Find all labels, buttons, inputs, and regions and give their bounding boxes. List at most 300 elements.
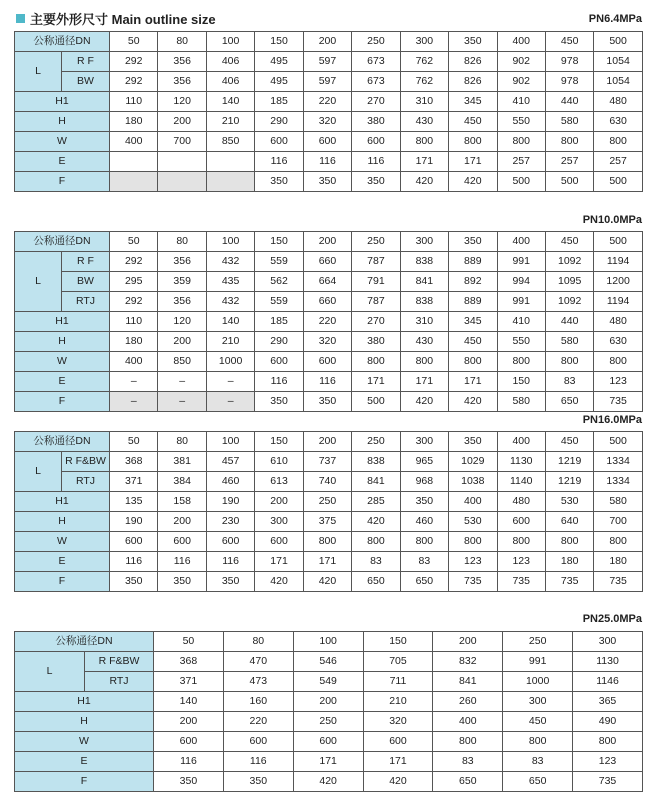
value-cell: 762 <box>400 52 448 72</box>
dn-cell: 400 <box>497 232 545 252</box>
value-cell: 356 <box>158 52 206 72</box>
row-label: H <box>15 112 110 132</box>
dn-cell: 100 <box>206 32 254 52</box>
empty-cell <box>158 172 206 192</box>
dn-cell: 450 <box>545 32 593 52</box>
value-cell: 410 <box>497 92 545 112</box>
value-cell: 630 <box>594 112 642 132</box>
value-cell: 320 <box>303 112 351 132</box>
dn-cell: 200 <box>303 432 351 452</box>
value-cell: 140 <box>206 92 254 112</box>
value-cell: 546 <box>293 652 363 672</box>
value-cell: 171 <box>449 372 497 392</box>
dn-cell: 450 <box>545 232 593 252</box>
dn-cell: 100 <box>293 632 363 652</box>
value-cell: 171 <box>255 552 303 572</box>
value-cell: 120 <box>158 92 206 112</box>
value-cell: 356 <box>158 72 206 92</box>
section-heading <box>16 9 216 28</box>
value-cell: 800 <box>352 532 400 552</box>
value-cell: 420 <box>255 572 303 592</box>
empty-cell <box>206 152 254 172</box>
table-row <box>15 332 643 352</box>
value-cell: 350 <box>223 772 293 792</box>
value-cell: 180 <box>545 552 593 572</box>
value-cell: 123 <box>449 552 497 572</box>
value-cell: 700 <box>158 132 206 152</box>
value-cell: 420 <box>449 172 497 192</box>
value-cell: 420 <box>400 172 448 192</box>
value-cell: 450 <box>449 332 497 352</box>
value-cell: 380 <box>352 112 400 132</box>
value-cell: 158 <box>158 492 206 512</box>
value-cell: 1130 <box>573 652 643 672</box>
value-cell: 889 <box>449 252 497 272</box>
value-cell: 838 <box>400 252 448 272</box>
value-cell: 83 <box>503 752 573 772</box>
dn-cell: 300 <box>573 632 643 652</box>
value-cell: 495 <box>255 72 303 92</box>
table-row <box>15 292 643 312</box>
row-label: BW <box>62 72 110 92</box>
value-cell: 737 <box>303 452 351 472</box>
value-cell: 1140 <box>497 472 545 492</box>
value-cell: 559 <box>255 252 303 272</box>
table-row <box>15 172 643 192</box>
value-cell: 978 <box>545 72 593 92</box>
value-cell: 610 <box>255 452 303 472</box>
value-cell: 185 <box>255 92 303 112</box>
value-cell: 116 <box>352 152 400 172</box>
value-cell: 350 <box>352 172 400 192</box>
table-row <box>15 732 643 752</box>
value-cell: 800 <box>303 532 351 552</box>
spec-table-pn16 <box>14 431 643 592</box>
value-cell: 356 <box>158 252 206 272</box>
value-cell: 735 <box>594 572 642 592</box>
value-cell: 800 <box>545 532 593 552</box>
value-cell: 432 <box>206 252 254 272</box>
value-cell: 826 <box>449 72 497 92</box>
dn-cell: 400 <box>497 32 545 52</box>
value-cell: 371 <box>110 472 158 492</box>
value-cell: 650 <box>352 572 400 592</box>
dn-cell: 150 <box>255 432 303 452</box>
table-row <box>15 632 643 652</box>
value-cell: 406 <box>206 52 254 72</box>
heading-square-icon <box>16 14 25 23</box>
value-cell: 430 <box>400 332 448 352</box>
value-cell: 1092 <box>545 292 593 312</box>
table-row <box>15 572 643 592</box>
value-cell: 171 <box>363 752 433 772</box>
dn-cell: 500 <box>594 32 642 52</box>
value-cell: 650 <box>503 772 573 792</box>
value-cell: 470 <box>223 652 293 672</box>
table-row <box>15 532 643 552</box>
value-cell: 368 <box>110 452 158 472</box>
value-cell: 345 <box>449 92 497 112</box>
value-cell: 260 <box>433 692 503 712</box>
dn-cell: 300 <box>400 432 448 452</box>
value-cell: 490 <box>573 712 643 732</box>
value-cell: 375 <box>303 512 351 532</box>
row-label: W <box>15 132 110 152</box>
value-cell: 991 <box>497 252 545 272</box>
value-cell: 800 <box>594 132 642 152</box>
value-cell: 300 <box>255 512 303 532</box>
value-cell: 1130 <box>497 452 545 472</box>
value-cell: 800 <box>449 132 497 152</box>
table-row <box>15 152 643 172</box>
value-cell: 1200 <box>594 272 642 292</box>
value-cell: 120 <box>158 312 206 332</box>
value-cell: 1194 <box>594 292 642 312</box>
table-row <box>15 392 643 412</box>
value-cell: 660 <box>303 292 351 312</box>
dn-cell: 250 <box>352 432 400 452</box>
row-label: E <box>15 552 110 572</box>
value-cell: 171 <box>449 152 497 172</box>
value-cell: 285 <box>352 492 400 512</box>
value-cell: 580 <box>497 392 545 412</box>
value-cell: 530 <box>449 512 497 532</box>
pressure-label: PN16.0MPa <box>582 414 642 426</box>
value-cell: 116 <box>223 752 293 772</box>
value-cell: 171 <box>400 372 448 392</box>
row-label: R F <box>62 52 110 72</box>
value-cell: 640 <box>545 512 593 532</box>
value-cell: 600 <box>255 352 303 372</box>
value-cell: 580 <box>545 112 593 132</box>
value-cell: 116 <box>206 552 254 572</box>
value-cell: 650 <box>400 572 448 592</box>
value-cell: 180 <box>110 112 158 132</box>
value-cell: 650 <box>545 392 593 412</box>
value-cell: 991 <box>503 652 573 672</box>
dn-cell: 100 <box>206 432 254 452</box>
value-cell: 420 <box>449 392 497 412</box>
pressure-label: PN10.0MPa <box>582 214 642 226</box>
value-cell: 435 <box>206 272 254 292</box>
dn-label: 公称通径DN <box>15 632 154 652</box>
value-cell: 300 <box>503 692 573 712</box>
value-cell: 841 <box>400 272 448 292</box>
value-cell: 735 <box>449 572 497 592</box>
value-cell: 850 <box>158 352 206 372</box>
value-cell: 140 <box>154 692 224 712</box>
value-cell: 673 <box>352 72 400 92</box>
row-label: RTJ <box>62 292 110 312</box>
value-cell: 420 <box>303 572 351 592</box>
value-cell: 994 <box>497 272 545 292</box>
dn-cell: 50 <box>110 232 158 252</box>
value-cell: 292 <box>110 252 158 272</box>
value-cell: 190 <box>110 512 158 532</box>
value-cell: 350 <box>400 492 448 512</box>
value-cell: 200 <box>158 512 206 532</box>
row-label: F <box>15 392 110 412</box>
value-cell: 550 <box>497 112 545 132</box>
dn-cell: 400 <box>497 432 545 452</box>
value-cell: 735 <box>545 572 593 592</box>
dn-cell: 50 <box>110 32 158 52</box>
row-label: F <box>15 772 154 792</box>
group-label: L <box>15 52 62 92</box>
value-cell: 800 <box>503 732 573 752</box>
row-label: H <box>15 512 110 532</box>
value-cell: 210 <box>206 332 254 352</box>
row-label: RTJ <box>85 672 154 692</box>
row-label: R F <box>62 252 110 272</box>
value-cell: 200 <box>158 112 206 132</box>
table-row <box>15 132 643 152</box>
value-cell: 140 <box>206 312 254 332</box>
row-label: H <box>15 712 154 732</box>
value-cell: 892 <box>449 272 497 292</box>
value-cell: 800 <box>400 132 448 152</box>
dn-cell: 80 <box>223 632 293 652</box>
value-cell: 345 <box>449 312 497 332</box>
value-cell: 110 <box>110 92 158 112</box>
value-cell: 735 <box>497 572 545 592</box>
pressure-label: PN25.0MPa <box>582 613 642 625</box>
value-cell: 400 <box>433 712 503 732</box>
table-row <box>15 272 643 292</box>
row-label: R F&BW <box>62 452 110 472</box>
row-label: W <box>15 352 110 372</box>
value-cell: 800 <box>400 352 448 372</box>
row-label: W <box>15 732 154 752</box>
value-cell: 600 <box>255 532 303 552</box>
value-cell: 562 <box>255 272 303 292</box>
dn-cell: 350 <box>449 32 497 52</box>
value-cell: 123 <box>497 552 545 572</box>
value-cell: 1038 <box>449 472 497 492</box>
value-cell: 597 <box>303 72 351 92</box>
table-row <box>15 692 643 712</box>
value-cell: 350 <box>303 392 351 412</box>
value-cell: 371 <box>154 672 224 692</box>
value-cell: 257 <box>594 152 642 172</box>
value-cell: – <box>110 372 158 392</box>
dn-cell: 80 <box>158 32 206 52</box>
table-row <box>15 232 643 252</box>
value-cell: 457 <box>206 452 254 472</box>
value-cell: – <box>158 392 206 412</box>
value-cell: 673 <box>352 52 400 72</box>
table-row <box>15 352 643 372</box>
value-cell: 580 <box>545 332 593 352</box>
value-cell: 210 <box>363 692 433 712</box>
value-cell: 600 <box>303 132 351 152</box>
dn-cell: 500 <box>594 232 642 252</box>
value-cell: 1029 <box>449 452 497 472</box>
row-label: RTJ <box>62 472 110 492</box>
value-cell: 83 <box>433 752 503 772</box>
value-cell: 250 <box>293 712 363 732</box>
value-cell: 549 <box>293 672 363 692</box>
value-cell: 850 <box>206 132 254 152</box>
value-cell: 185 <box>255 312 303 332</box>
table-row <box>15 752 643 772</box>
value-cell: 735 <box>594 392 642 412</box>
dn-cell: 150 <box>363 632 433 652</box>
group-label: L <box>15 452 62 492</box>
dn-cell: 80 <box>158 432 206 452</box>
table-row <box>15 492 643 512</box>
table-row <box>15 452 643 472</box>
value-cell: 295 <box>110 272 158 292</box>
value-cell: 220 <box>303 92 351 112</box>
value-cell: 530 <box>545 492 593 512</box>
row-label: E <box>15 152 110 172</box>
value-cell: 150 <box>497 372 545 392</box>
value-cell: 889 <box>449 292 497 312</box>
spec-table-pn6-4 <box>14 31 643 192</box>
value-cell: 384 <box>158 472 206 492</box>
dn-cell: 200 <box>303 232 351 252</box>
value-cell: 270 <box>352 312 400 332</box>
row-label: E <box>15 752 154 772</box>
value-cell: 116 <box>154 752 224 772</box>
dn-cell: 250 <box>503 632 573 652</box>
table-row <box>15 32 643 52</box>
value-cell: 320 <box>303 332 351 352</box>
value-cell: 500 <box>497 172 545 192</box>
value-cell: 495 <box>255 52 303 72</box>
dn-label: 公称通径DN <box>15 432 110 452</box>
spec-table-pn10 <box>14 231 643 412</box>
value-cell: 500 <box>594 172 642 192</box>
value-cell: 230 <box>206 512 254 532</box>
value-cell: 700 <box>594 512 642 532</box>
value-cell: 705 <box>363 652 433 672</box>
value-cell: 160 <box>223 692 293 712</box>
row-label: H1 <box>15 692 154 712</box>
table-row <box>15 552 643 572</box>
value-cell: 430 <box>400 112 448 132</box>
value-cell: 350 <box>303 172 351 192</box>
value-cell: 350 <box>206 572 254 592</box>
table-row <box>15 772 643 792</box>
row-label: F <box>15 172 110 192</box>
value-cell: 735 <box>573 772 643 792</box>
value-cell: 800 <box>545 352 593 372</box>
value-cell: 440 <box>545 92 593 112</box>
dn-cell: 250 <box>352 232 400 252</box>
value-cell: 600 <box>293 732 363 752</box>
value-cell: 116 <box>255 152 303 172</box>
empty-cell <box>158 152 206 172</box>
dn-cell: 250 <box>352 32 400 52</box>
value-cell: 1219 <box>545 452 593 472</box>
value-cell: 135 <box>110 492 158 512</box>
empty-cell <box>110 172 158 192</box>
value-cell: 473 <box>223 672 293 692</box>
value-cell: 400 <box>110 352 158 372</box>
value-cell: 800 <box>497 532 545 552</box>
value-cell: 171 <box>303 552 351 572</box>
dn-cell: 350 <box>449 432 497 452</box>
row-label: BW <box>62 272 110 292</box>
dn-cell: 350 <box>449 232 497 252</box>
table-row <box>15 372 643 392</box>
value-cell: 800 <box>497 352 545 372</box>
value-cell: 350 <box>255 392 303 412</box>
value-cell: 613 <box>255 472 303 492</box>
value-cell: 600 <box>363 732 433 752</box>
spec-table-pn25 <box>14 631 643 792</box>
value-cell: 116 <box>303 372 351 392</box>
value-cell: 600 <box>154 732 224 752</box>
value-cell: 597 <box>303 52 351 72</box>
table-row <box>15 712 643 732</box>
dn-cell: 50 <box>154 632 224 652</box>
value-cell: 292 <box>110 72 158 92</box>
value-cell: 190 <box>206 492 254 512</box>
empty-cell <box>206 172 254 192</box>
table-row <box>15 112 643 132</box>
value-cell: 420 <box>400 392 448 412</box>
value-cell: 1095 <box>545 272 593 292</box>
value-cell: 630 <box>594 332 642 352</box>
value-cell: 1092 <box>545 252 593 272</box>
table-row <box>15 432 643 452</box>
value-cell: 600 <box>206 532 254 552</box>
value-cell: 350 <box>110 572 158 592</box>
value-cell: 350 <box>158 572 206 592</box>
value-cell: 991 <box>497 292 545 312</box>
value-cell: 200 <box>154 712 224 732</box>
value-cell: 200 <box>158 332 206 352</box>
value-cell: 740 <box>303 472 351 492</box>
row-label: H1 <box>15 92 110 112</box>
value-cell: 1146 <box>573 672 643 692</box>
value-cell: 800 <box>352 352 400 372</box>
value-cell: 83 <box>545 372 593 392</box>
row-label: H <box>15 332 110 352</box>
value-cell: 116 <box>110 552 158 572</box>
value-cell: 292 <box>110 292 158 312</box>
value-cell: – <box>206 392 254 412</box>
value-cell: 210 <box>206 112 254 132</box>
empty-cell <box>110 152 158 172</box>
value-cell: 460 <box>400 512 448 532</box>
value-cell: 410 <box>497 312 545 332</box>
value-cell: 480 <box>594 312 642 332</box>
row-label: R F&BW <box>85 652 154 672</box>
value-cell: 968 <box>400 472 448 492</box>
value-cell: 1054 <box>594 72 642 92</box>
value-cell: 200 <box>255 492 303 512</box>
row-label: F <box>15 572 110 592</box>
table-row <box>15 672 643 692</box>
table-row <box>15 312 643 332</box>
value-cell: 450 <box>449 112 497 132</box>
value-cell: 841 <box>433 672 503 692</box>
table-row <box>15 92 643 112</box>
value-cell: – <box>158 372 206 392</box>
value-cell: 420 <box>352 512 400 532</box>
value-cell: 292 <box>110 52 158 72</box>
value-cell: 116 <box>303 152 351 172</box>
value-cell: 116 <box>255 372 303 392</box>
value-cell: 1219 <box>545 472 593 492</box>
value-cell: 432 <box>206 292 254 312</box>
value-cell: 600 <box>303 352 351 372</box>
value-cell: 290 <box>255 112 303 132</box>
